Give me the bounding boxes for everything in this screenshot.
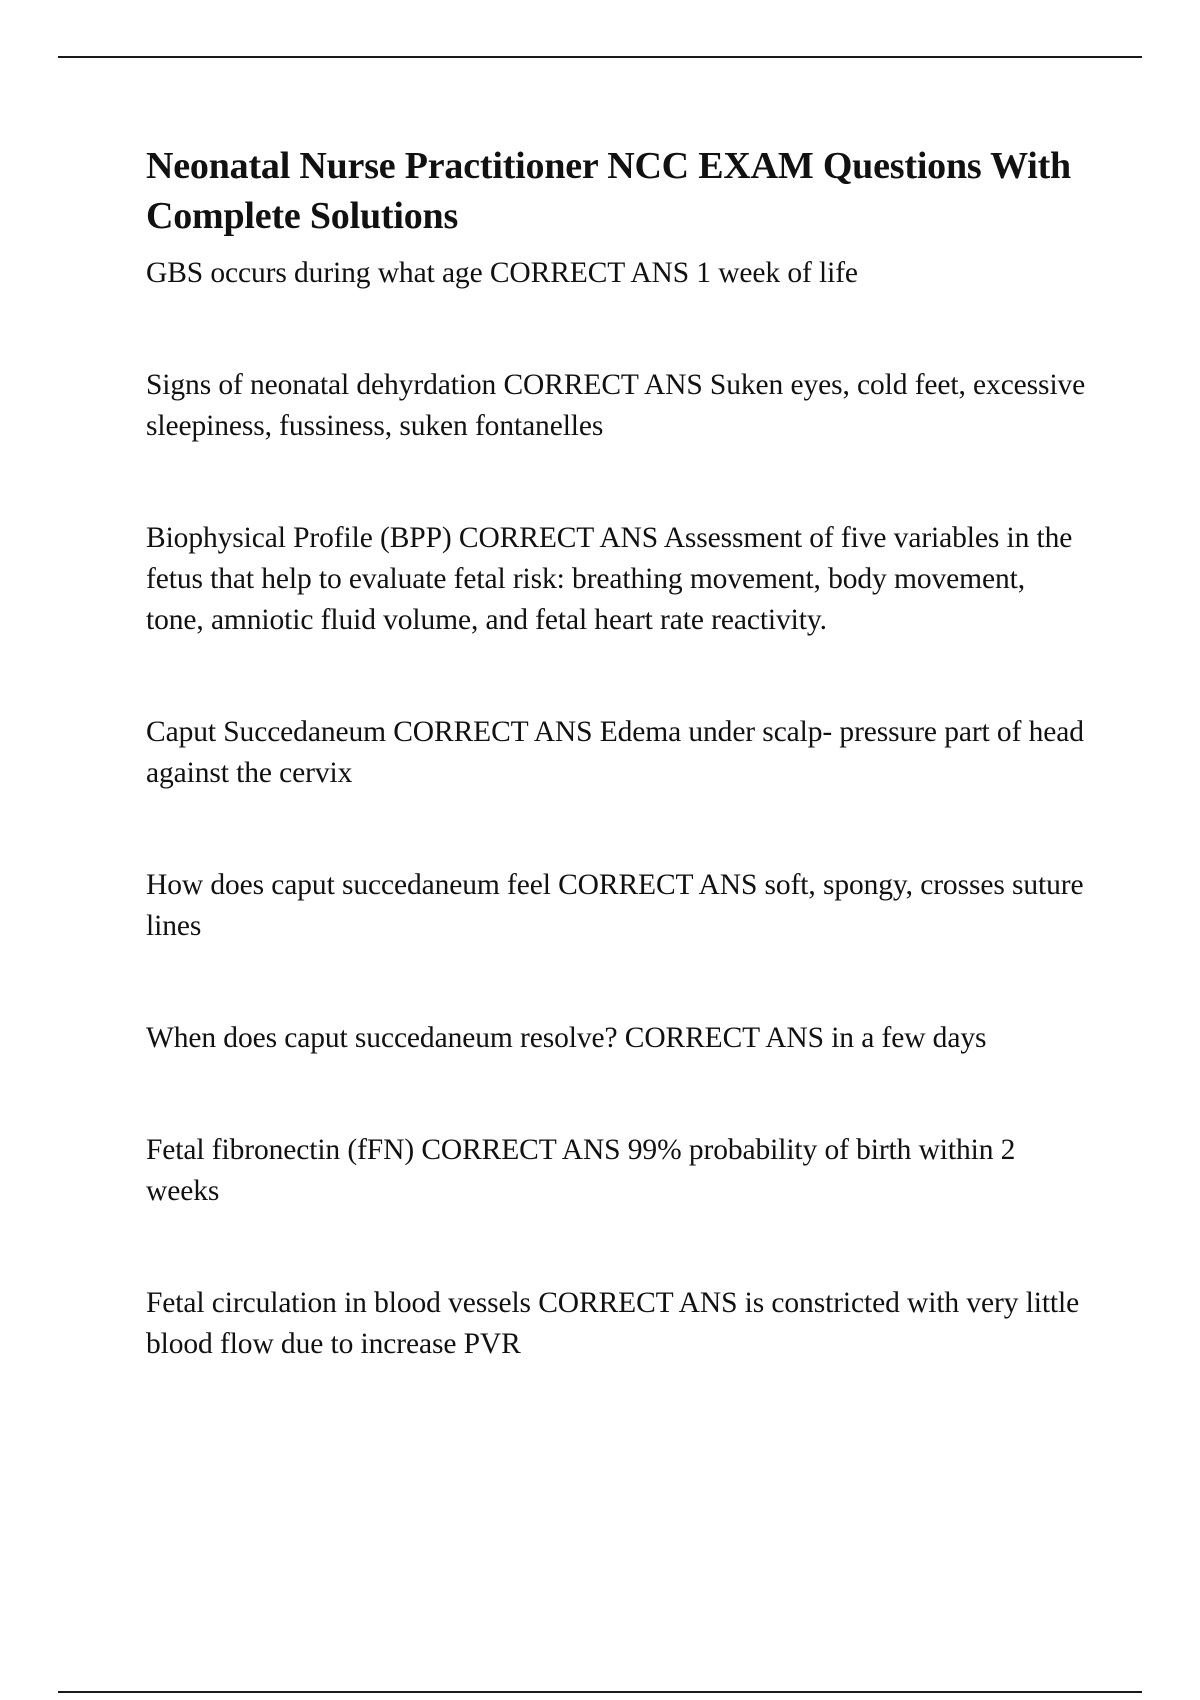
qa-item: Fetal fibronectin (fFN) CORRECT ANS 99% probability of birth within 2 weeks (146, 1134, 1016, 1207)
qa-item: Signs of neonatal dehyrdation CORRECT ANS Suken eyes, cold feet, excessive sleepiness, fussiness, suken fontanelles (146, 369, 1086, 442)
qa-list (146, 253, 1086, 1365)
qa-item: Caput Succedaneum CORRECT ANS Edema under scalp- pressure part of head against the cervix (146, 716, 1084, 789)
qa-item: How does caput succedaneum feel CORRECT ANS soft, spongy, crosses suture lines (146, 869, 1084, 942)
document-body (146, 141, 1086, 1436)
qa-item: When does caput succedaneum resolve? CORRECT ANS in a few days (146, 1022, 987, 1054)
header-rule (58, 56, 1142, 58)
qa-item: Biophysical Profile (BPP) CORRECT ANS Assessment of five variables in the fetus that help to evaluate fetal risk: breathing movement, body movement, tone, amniotic fluid volume, and fetal heart rate reactivity. (146, 522, 1073, 636)
document-title: Neonatal Nurse Practitioner NCC EXAM Questions With Complete Solutions (146, 145, 1071, 237)
qa-item: GBS occurs during what age CORRECT ANS 1 week of life (146, 257, 858, 289)
qa-item: Fetal circulation in blood vessels CORRECT ANS is constricted with very little blood flow due to increase PVR (146, 1287, 1080, 1360)
footer-rule (58, 1691, 1142, 1693)
